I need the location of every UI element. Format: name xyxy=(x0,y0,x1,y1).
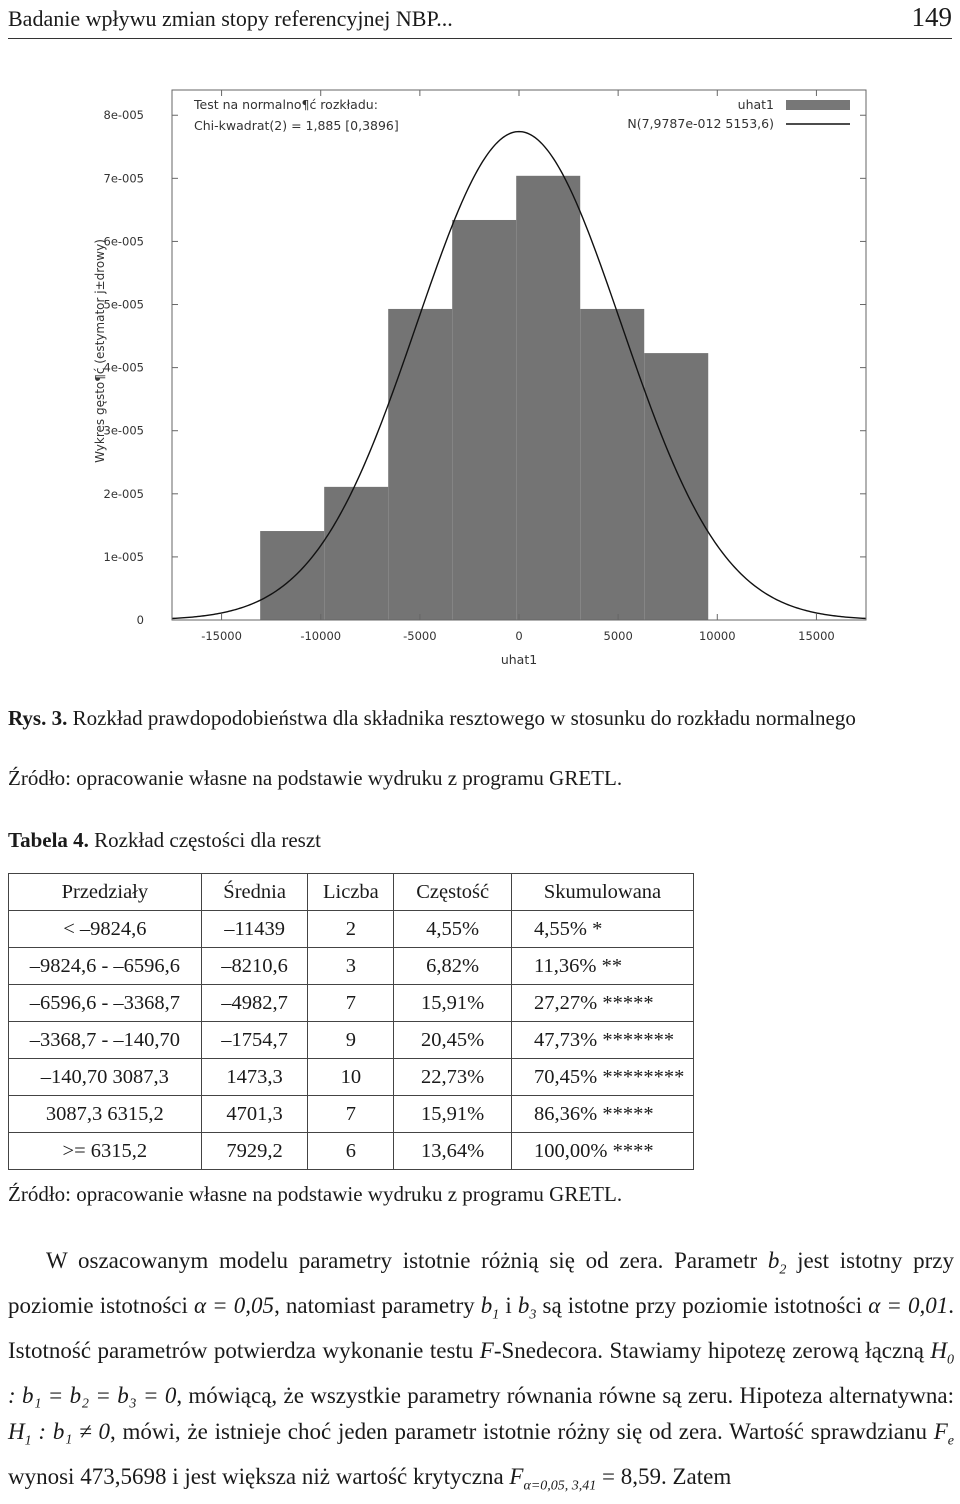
running-title: Badanie wpływu zmian stopy referencyjnej NBP... xyxy=(8,6,453,31)
text-run: wynosi 473,5698 i jest większa niż wartość krytyczna xyxy=(8,1463,510,1489)
cell-mean: 4701,3 xyxy=(201,1096,308,1133)
symbol-subscript: α=0,05, 3,41 xyxy=(523,1478,597,1494)
header-intervals: Przedziały xyxy=(9,874,202,911)
normality-test-title: Test na normalno¶ć rozkładu: xyxy=(194,97,378,112)
header-frequency: Częstość xyxy=(394,874,512,911)
y-tick-label: 7e-005 xyxy=(103,171,144,186)
legend-label-normal: N(7,9787e-012 5153,6) xyxy=(627,116,774,131)
header-rule xyxy=(8,38,952,39)
cell-frequency: 6,82% xyxy=(394,948,512,985)
text-run: jest istotny przy poziomie istotności xyxy=(8,1248,954,1319)
y-tick-label: 4e-005 xyxy=(103,360,144,375)
y-tick-label: 3e-005 xyxy=(103,423,144,438)
table-header-row xyxy=(9,874,694,911)
cell-cumulative: 27,27% ***** xyxy=(512,985,694,1022)
x-tick-label: 15000 xyxy=(798,629,835,643)
cell-frequency: 4,55% xyxy=(394,911,512,948)
table-row xyxy=(9,985,694,1022)
x-tick-label: 5000 xyxy=(603,629,633,643)
table-caption xyxy=(8,828,321,853)
cell-mean: –4982,7 xyxy=(201,985,308,1022)
symbol-b2 xyxy=(767,1248,787,1278)
body-paragraph xyxy=(8,1243,954,1504)
table-caption-text: Rozkład częstości dla reszt xyxy=(88,828,321,852)
symbol-letter: H xyxy=(930,1338,947,1364)
table-row xyxy=(9,1133,694,1170)
symbol-rest: : b₁ ≠ 0 xyxy=(31,1418,110,1444)
cell-count: 3 xyxy=(308,948,394,985)
x-tick-label: 0 xyxy=(515,629,523,643)
y-axis-label: Wykres gęsto¶ć (estymator j±drowy) xyxy=(93,239,107,463)
cell-mean: 1473,3 xyxy=(201,1059,308,1096)
table-row xyxy=(9,1022,694,1059)
symbol-Fcrit xyxy=(509,1463,597,1494)
x-tick-label: -5000 xyxy=(403,629,437,643)
table-row xyxy=(9,911,694,948)
cell-count: 10 xyxy=(308,1059,394,1096)
text-run: są istotne przy poziomie istotności xyxy=(536,1293,869,1319)
cell-mean: 7929,2 xyxy=(201,1133,308,1170)
cell-count: 9 xyxy=(308,1022,394,1059)
histogram-bar-5 xyxy=(516,176,580,620)
cell-mean: –8210,6 xyxy=(201,948,308,985)
page-number: 149 xyxy=(911,2,952,32)
cell-mean: –11439 xyxy=(201,911,308,948)
normality-test-statistic: Chi-kwadrat(2) = 1,885 [0,3896] xyxy=(194,118,399,133)
cell-frequency: 22,73% xyxy=(394,1059,512,1096)
text-run: . Istotność parametrów potwierdza wykonanie testu xyxy=(8,1293,955,1364)
histogram-figure xyxy=(84,78,874,668)
cell-interval: –6596,6 - –3368,7 xyxy=(9,985,202,1022)
table-row xyxy=(9,1096,694,1133)
cell-mean: –1754,7 xyxy=(201,1022,308,1059)
hypothesis-h1 xyxy=(8,1418,110,1449)
text-run: = 8,59. Zatem xyxy=(596,1463,732,1489)
alpha-005: α = 0,05 xyxy=(193,1293,275,1319)
y-tick-label: 0 xyxy=(136,613,144,627)
cell-frequency: 20,45% xyxy=(394,1022,512,1059)
symbol-rest: : b₁ = b₂ = b₃ = 0 xyxy=(8,1383,177,1409)
y-tick-label: 6e-005 xyxy=(103,234,144,249)
text-run: W oszacowanym modelu parametry istotnie różnią się od zera. Parametr xyxy=(46,1248,768,1273)
y-tick-label: 2e-005 xyxy=(103,486,144,501)
histogram-bar-7 xyxy=(644,353,708,620)
cell-cumulative: 100,00% **** xyxy=(512,1133,694,1170)
symbol-letter: F xyxy=(933,1418,948,1444)
cell-interval: –140,70 3087,3 xyxy=(9,1059,202,1096)
cell-frequency: 15,91% xyxy=(394,985,512,1022)
symbol-F: F xyxy=(479,1338,494,1364)
symbol-subscript: 2 xyxy=(779,1262,787,1278)
cell-cumulative: 11,36% ** xyxy=(512,948,694,985)
table-label: Tabela 4. xyxy=(8,828,89,852)
symbol-subscript: e xyxy=(947,1433,954,1449)
symbol-letter: F xyxy=(509,1463,524,1489)
x-tick-label: -15000 xyxy=(201,629,242,643)
legend-label-uhat1: uhat1 xyxy=(737,97,774,112)
cell-cumulative: 70,45% ******** xyxy=(512,1059,694,1096)
cell-interval: < –9824,6 xyxy=(9,911,202,948)
cell-interval: 3087,3 6315,2 xyxy=(9,1096,202,1133)
cell-interval: –3368,7 - –140,70 xyxy=(9,1022,202,1059)
symbol-subscript: 1 xyxy=(24,1433,32,1449)
symbol-b3 xyxy=(517,1293,537,1323)
symbol-subscript: 3 xyxy=(529,1307,537,1323)
text-run: -Snedecora. Stawiamy hipotezę zerową łączną xyxy=(493,1338,931,1364)
cell-interval: >= 6315,2 xyxy=(9,1133,202,1170)
cell-frequency: 13,64% xyxy=(394,1133,512,1170)
x-axis-label: uhat1 xyxy=(500,652,538,667)
table-source: Źródło: opracowanie własne na podstawie wydruku z programu GRETL. xyxy=(8,1182,623,1206)
frequency-table xyxy=(8,873,694,1170)
histogram-bar-1 xyxy=(260,531,324,620)
symbol-letter: H xyxy=(8,1418,25,1444)
symbol-Fe xyxy=(933,1418,954,1449)
figure-source: Źródło: opracowanie własne na podstawie wydruku z programu GRETL. xyxy=(8,766,623,790)
cell-cumulative: 86,36% ***** xyxy=(512,1096,694,1133)
text-run: , mówi, że istnieje choć jeden parametr istotnie różny się od zera. Wartość sprawdzianu xyxy=(109,1418,934,1444)
y-tick-label: 1e-005 xyxy=(103,549,144,564)
table-row xyxy=(9,948,694,985)
header-count: Liczba xyxy=(308,874,394,911)
symbol-letter: b xyxy=(480,1293,493,1319)
figure-caption-text: Rozkład prawdopodobieństwa dla składnika resztowego w stosunku do rozkładu normalnego xyxy=(67,706,856,730)
text-run: , natomiast parametry xyxy=(274,1293,481,1319)
cell-count: 7 xyxy=(308,985,394,1022)
legend-swatch-bars xyxy=(786,100,850,110)
cell-interval: –9824,6 - –6596,6 xyxy=(9,948,202,985)
y-tick-label: 5e-005 xyxy=(103,297,144,312)
cell-count: 2 xyxy=(308,911,394,948)
symbol-subscript: 0 xyxy=(947,1352,954,1368)
histogram-bar-2 xyxy=(324,487,388,620)
symbol-letter: b xyxy=(767,1248,780,1273)
cell-frequency: 15,91% xyxy=(394,1096,512,1133)
y-tick-label: 8e-005 xyxy=(103,108,144,123)
x-tick-label: -10000 xyxy=(300,629,342,643)
header-cumulative: Skumulowana xyxy=(512,874,694,911)
x-tick-label: 10000 xyxy=(698,629,736,643)
cell-cumulative: 4,55% * xyxy=(512,911,694,948)
symbol-letter: b xyxy=(517,1293,530,1319)
histogram-bar-6 xyxy=(580,309,644,620)
header-mean: Średnia xyxy=(201,874,308,911)
histogram-bar-3 xyxy=(388,309,452,620)
cell-count: 6 xyxy=(308,1133,394,1170)
histogram-bar-4 xyxy=(452,220,516,620)
table-row xyxy=(9,1059,694,1096)
symbol-subscript: 1 xyxy=(492,1307,500,1323)
cell-cumulative: 47,73% ******* xyxy=(512,1022,694,1059)
alpha-001: α = 0,01 xyxy=(868,1293,949,1319)
cell-count: 7 xyxy=(308,1096,394,1133)
text-run: i xyxy=(499,1293,518,1319)
symbol-b1 xyxy=(480,1293,500,1323)
figure-label: Rys. 3. xyxy=(8,706,68,730)
histogram-bars xyxy=(260,176,708,620)
figure-caption xyxy=(8,706,856,731)
text-run: , mówiącą, że wszystkie parametry równania równe są zeru. Hipoteza alternatywna: xyxy=(176,1383,954,1409)
